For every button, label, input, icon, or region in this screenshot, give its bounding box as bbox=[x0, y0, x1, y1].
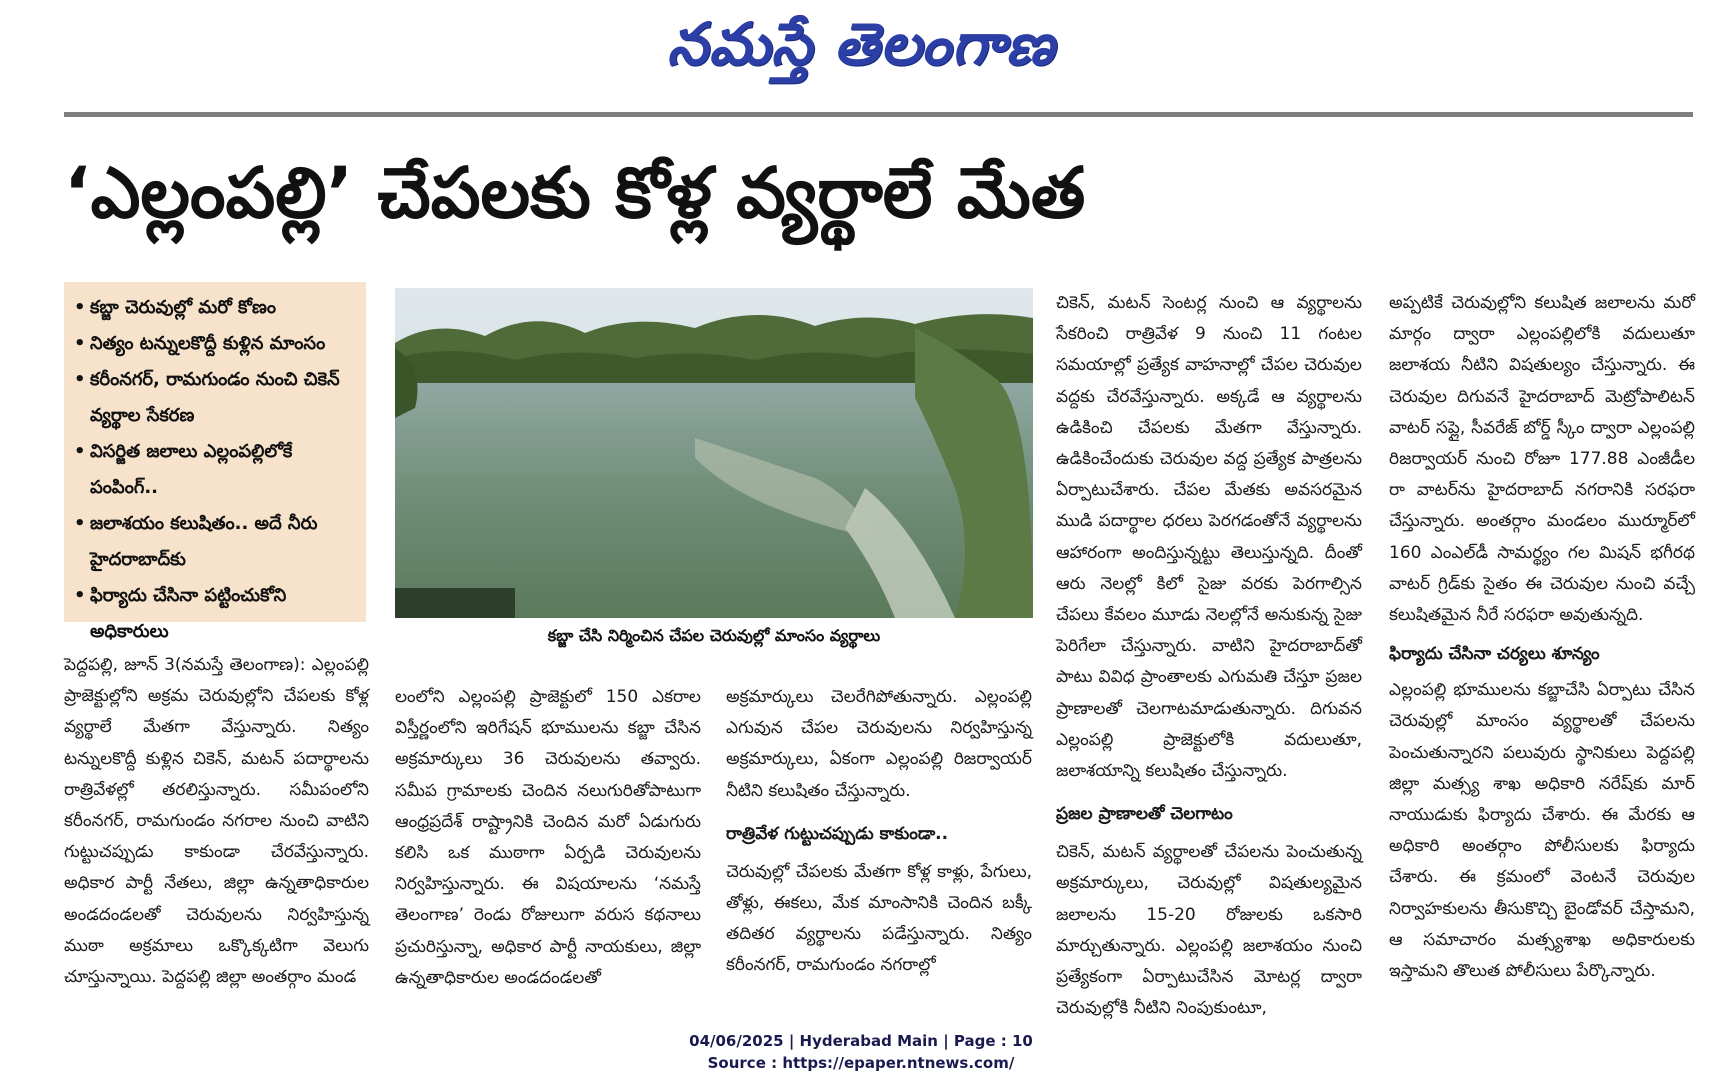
highlight-item: • నిత్యం టన్నులకొద్దీ కుళ్లిన మాంసం bbox=[72, 326, 358, 362]
highlight-item: • కబ్జా చెరువుల్లో మరో కోణం bbox=[72, 290, 358, 326]
photo-caption: కబ్జా చేసి నిర్మించిన చేపల చెరువుల్లో మాంసం వ్యర్థాలు bbox=[547, 626, 881, 645]
article-paragraph: చికెన్, మటన్ సెంటర్ల నుంచి ఆ వ్యర్థాలను సేకరించి రాత్రివేళ 9 నుంచి 11 గంటల సమయాల్లో ప్రత్యేక వాహనాల్లో చేపల చెరువుల వద్దకు చేరవేస్తున్నారు. అక్కడే ఆ వ్యర్థాలను ఉడికించి చేపలకు మేతగా వేస్తున్నారు. ఉడికించేందుకు చెరువుల వద్ద ప్రత్యేక పాత్రలను ఏర్పాటుచేశారు. చేపల మేతకు అవసరమైన ముడి పదార్థాల ధరలు పెరగడంతోనే వ్యర్థాలను ఆహారంగా అందిస్తున్నట్టు తెలుస్తున్నది. దీంతో ఆరు నెలల్లో కిలో సైజు వరకు పెరగాల్సిన చేపలు కేవలం మూడు నెలల్లోనే అనుకున్న సైజు పెరిగేలా చేస్తున్నారు. వాటిని హైదరాబాద్‌తో పాటు వివిధ ప్రాంతాలకు ఎగుమతి చేస్తూ ప్రజల ప్రాణాలతో చెలగాటమాడుతున్నారు. దిగువన ఎల్లంపల్లి ప్రాజెక్టులోకి వదులుతూ, జలాశయాన్ని కలుషితం చేస్తున్నారు. bbox=[1056, 293, 1362, 782]
footer-edition-info: 04/06/2025 | Hyderabad Main | Page : 10 bbox=[689, 1032, 1033, 1050]
article-paragraph: చెరువుల్లో చేపలకు మేతగా కోళ్ల కాళ్లు, పేగులు, తోళ్లు, ఈకలు, మేక మాంసానికి చెందిన బక్కీ తదితర వ్యర్థాలను పడేస్తున్నారు. నిత్యం కరీంనగర్, రామగుండం నగరాల్లో bbox=[726, 861, 1032, 976]
article-paragraph: పెద్దపల్లి, జూన్ 3(నమస్తే తెలంగాణ): ఎల్లంపల్లి ప్రాజెక్టుల్లోని అక్రమ చెరువుల్లోని చేపలకు కోళ్ల వ్యర్థాలే మేతగా వేస్తున్నారు. నిత్యం టన్నులకొద్దీ కుళ్లిన చికెన్, మటన్ పదార్థాలను రాత్రివేళల్లో తరలిస్తున్నారు. సమీపంలోని కరీంనగర్, రామగుండం నగరాల నుంచి వాటిని గుట్టుచప్పుడు కాకుండా చేరవేస్తున్నారు. అధికార పార్టీ నేతలు, జిల్లా ఉన్నతాధికారుల అండదండలతో చెరువులను నిర్వహిస్తున్న ముఠా అక్రమాలు ఒక్కొక్కటిగా వెలుగు చూస్తున్నాయి. పెద్దపల్లి జిల్లా అంతర్గాం మండ bbox=[64, 655, 369, 988]
masthead bbox=[0, 10, 1722, 93]
article-paragraph: చికెన్, మటన్ వ్యర్థాలతో చేపలను పెంచుతున్న అక్రమార్కులు, చెరువుల్లో విషతుల్యమైన జలాలను 15-20 రోజులకు ఒకసారి మార్చుతున్నారు. ఎల్లంపల్లి జలాశయం నుంచి ప్రత్యేకంగా ఏర్పాటుచేసిన మోటర్ల ద్వారా చెరువుల్లోకి నీటిని నింపుకుంటూ, bbox=[1056, 842, 1362, 1019]
article-column-3 bbox=[726, 682, 1032, 982]
highlight-item: • ఫిర్యాదు చేసినా పట్టించుకోని అధికారులు bbox=[72, 578, 358, 650]
article-paragraph: లంలోని ఎల్లంపల్లి ప్రాజెక్టులో 150 ఎకరాల విస్తీర్ణంలోని ఇరిగేషన్ భూములను కబ్జా చేసిన అక్రమార్కులు 36 చెరువులను తవ్వారు. సమీప గ్రామాలకు చెందిన నలుగురితోపాటుగా ఆంధ్రప్రదేశ్ రాష్ట్రానికి చెందిన మరో ఏడుగురు కలిసి ఒక ముఠాగా ఏర్పడి చెరువులను నిర్వహిస్తున్నారు. ఈ విషయాలను ‘నమస్తే తెలంగాణ’ రెండు రోజులుగా వరుస కథనాలు ప్రచురిస్తున్నా, అధికార పార్టీ నాయకులు, జిల్లా ఉన్నతాధికారుల అండదండలతో bbox=[395, 687, 701, 988]
subheading: ఫిర్యాదు చేసినా చర్యలు శూన్యం bbox=[1389, 644, 1600, 665]
masthead-title: నమస్తే తెలంగాణ bbox=[667, 10, 1055, 78]
footer bbox=[0, 1030, 1722, 1074]
article-column-2 bbox=[395, 682, 701, 994]
footer-source-link[interactable]: Source : https://epaper.ntnews.com/ bbox=[707, 1054, 1015, 1072]
highlight-item: • విసర్జిత జలాలు ఎల్లంపల్లిలోకే పంపింగ్.. bbox=[72, 434, 358, 506]
article-column-5 bbox=[1389, 288, 1695, 987]
article-paragraph: అప్పటికే చెరువుల్లోని కలుషిత జలాలను మరో మార్గం ద్వారా ఎల్లంపల్లిలోకి వదులుతూ జలాశయ నీటిని విషతుల్యం చేస్తున్నారు. ఈ చెరువుల దిగువనే హైదరాబాద్ మెట్రోపాలిటన్ వాటర్ సప్లై, సీవరేజ్ బోర్డ్ స్కీం ద్వారా ఎల్లంపల్లి రిజర్వాయర్ నుంచి రోజూ 177.88 ఎంజీడీల రా వాటర్‌ను హైదరాబాద్ నగరానికి సరఫరా చేస్తున్నారు. అంతర్గాం మండలం ముర్మూర్‌లో 160 ఎంఎల్‌డీ సామర్థ్యం గల మిషన్ భగీరథ వాటర్ గ్రిడ్‌కు సైతం ఈ చెరువుల నుంచి వచ్చే కలుషితమైన నీరే సరఫరా అవుతున్నది. bbox=[1389, 293, 1695, 626]
article-column-1 bbox=[64, 650, 369, 993]
news-photo bbox=[395, 288, 1033, 618]
headline: ‘ఎల్లంపల్లి’ చేపలకు కోళ్ల వ్యర్థాలే మేత bbox=[64, 152, 1086, 234]
article-paragraph: అక్రమార్కులు చెలరేగిపోతున్నారు. ఎల్లంపల్లి ఎగువున చేపల చెరువులను నిర్వహిస్తున్న అక్రమార్కులు, ఏకంగా ఎల్లంపల్లి రిజర్వాయర్ నీటిని కలుషితం చేస్తున్నారు. bbox=[726, 687, 1032, 801]
article-column-4 bbox=[1056, 288, 1362, 1024]
subheading: రాత్రివేళ గుట్టుచప్పుడు కాకుండా.. bbox=[726, 823, 949, 844]
masthead-rule bbox=[64, 112, 1693, 117]
highlight-item: • కరీంనగర్, రామగుండం నుంచి చికెన్ వ్యర్థాల సేకరణ bbox=[72, 362, 358, 434]
highlights-box bbox=[64, 282, 366, 642]
highlight-item: • జలాశయం కలుషితం.. అదే నీరు హైదరాబాద్‌కు bbox=[72, 506, 358, 578]
subheading: ప్రజల ప్రాణాలతో చెలగాటం bbox=[1056, 804, 1233, 825]
article-paragraph: ఎల్లంపల్లి భూములను కబ్జాచేసి ఏర్పాటు చేసిన చెరువుల్లో మాంసం వ్యర్థాలతో చేపలను పెంచుతున్నారని పలువురు స్థానికులు పెద్దపల్లి జిల్లా మత్స్య శాఖ అధికారి నరేష్‌కు మార్ నాయుడుకు ఫిర్యాదు చేశారు. ఈ మేరకు ఆ అధికారి అంతర్గాం పోలీసులకు ఫిర్యాదు చేశారు. ఈ క్రమంలో వెంటనే చెరువుల నిర్వాహకులను తీసుకొచ్చి బైండోవర్ చేస్తామని, ఆ సమాచారం మత్స్యశాఖ అధికారులకు ఇస్తామని తొలుత పోలీసులు పేర్కొన్నారు. bbox=[1389, 680, 1695, 982]
